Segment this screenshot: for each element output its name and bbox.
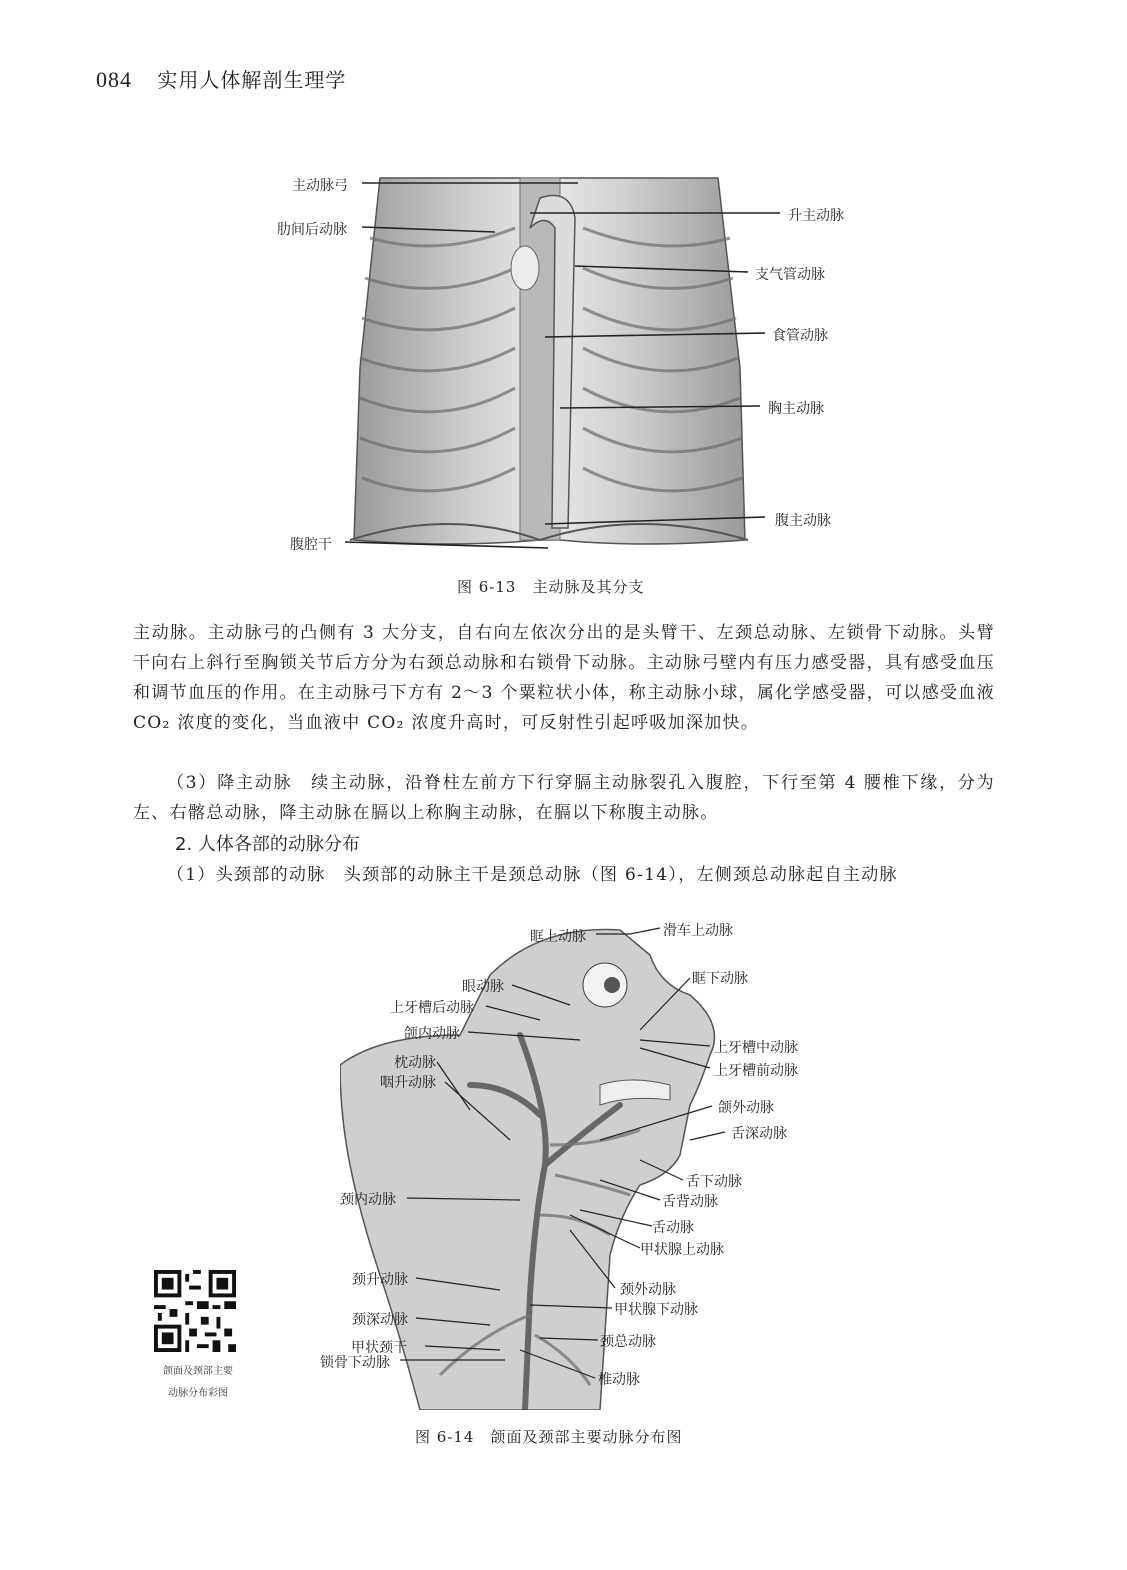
label-occipital-artery: 枕动脉 <box>394 1055 436 1071</box>
label-bronchial-artery: 支气管动脉 <box>755 267 825 283</box>
label-abdominal-aorta: 腹主动脉 <box>775 513 831 529</box>
label-sublingual-artery: 舌下动脉 <box>686 1174 742 1190</box>
label-deep-cervical-artery: 颈深动脉 <box>352 1312 408 1328</box>
paragraph-3: （1）头颈部的动脉 头颈部的动脉主干是颈总动脉（图 6-14），左侧颈总动脉起自主动脉 <box>167 865 898 885</box>
label-inferior-thyroid-artery: 甲状腺下动脉 <box>614 1302 698 1318</box>
figure1-caption: 图 6-13 主动脉及其分支 <box>457 578 645 596</box>
label-anterior-superior-alveolar-artery: 上牙槽前动脉 <box>714 1063 798 1079</box>
label-ascending-aorta: 升主动脉 <box>788 208 844 224</box>
label-supratrochlear-artery: 滑车上动脉 <box>663 923 733 939</box>
qr-caption-line1: 颌面及颈部主要 <box>163 1366 233 1377</box>
paragraph-1: 主动脉。主动脉弓的凸侧有 3 大分支，自右向左依次分出的是头臂干、左颈总动脉、左锁骨下动脉。头臂干向右上斜行至胸锁关节后方分为右颈总动脉和右锁骨下动脉。主动脉弓壁内有压力感受器，具有感受血压和调节血压的作用。在主动脉弓下方有 2～3 个粟粒状小体，称主动脉小球，属化学感受器，可以感受血液 CO₂ 浓度的变化，当血液中 CO₂ 浓度升高时，可反射性引起呼吸加深加快。 <box>133 623 995 733</box>
label-maxillary-artery: 颌内动脉 <box>404 1026 460 1042</box>
label-subclavian-artery: 锁骨下动脉 <box>320 1355 390 1371</box>
section-heading: 2. 人体各部的动脉分布 <box>175 834 360 855</box>
label-common-carotid-artery: 颈总动脉 <box>600 1334 656 1350</box>
label-dorsal-lingual-artery: 舌背动脉 <box>662 1194 718 1210</box>
label-internal-carotid-artery: 颈内动脉 <box>340 1192 396 1208</box>
label-ascending-cervical-artery: 颈升动脉 <box>352 1272 408 1288</box>
label-posterior-intercostal-artery: 肋间后动脉 <box>277 222 347 238</box>
label-infraorbital-artery: 眶下动脉 <box>692 971 748 987</box>
label-external-carotid-artery: 颈外动脉 <box>620 1282 676 1298</box>
label-aortic-arch: 主动脉弓 <box>292 178 348 194</box>
label-deep-lingual-artery: 舌深动脉 <box>731 1126 787 1142</box>
qr-caption-line2: 动脉分布彩图 <box>168 1388 228 1399</box>
label-lingual-artery: 舌动脉 <box>652 1220 694 1236</box>
label-ascending-pharyngeal-artery: 咽升动脉 <box>380 1075 436 1091</box>
label-esophageal-artery: 食管动脉 <box>772 328 828 344</box>
label-celiac-trunk: 腹腔干 <box>290 537 332 553</box>
label-superior-thyroid-artery: 甲状腺上动脉 <box>640 1242 724 1258</box>
page-number: 084 <box>96 67 132 92</box>
book-title: 实用人体解剖生理学 <box>157 68 347 92</box>
paragraph-2: （3）降主动脉 续主动脉，沿脊柱左前方下行穿膈主动脉裂孔入腹腔，下行至第 4 腰椎下缘，分为左、右髂总动脉，降主动脉在膈以上称胸主动脉，在膈以下称腹主动脉。 <box>133 773 995 823</box>
qr-code[interactable] <box>154 1270 236 1352</box>
figure2-caption: 图 6-14 颌面及颈部主要动脉分布图 <box>415 1428 683 1446</box>
label-vertebral-artery: 椎动脉 <box>598 1372 640 1388</box>
label-ophthalmic-artery: 眼动脉 <box>462 979 504 995</box>
label-thoracic-aorta: 胸主动脉 <box>768 401 824 417</box>
label-middle-superior-alveolar-artery: 上牙槽中动脉 <box>714 1040 798 1056</box>
label-supraorbital-artery: 眶上动脉 <box>530 929 586 945</box>
label-posterior-superior-alveolar-artery: 上牙槽后动脉 <box>390 1000 474 1016</box>
label-thyrocervical-trunk: 甲状颈干 <box>351 1340 407 1356</box>
label-facial-artery: 颌外动脉 <box>718 1100 774 1116</box>
